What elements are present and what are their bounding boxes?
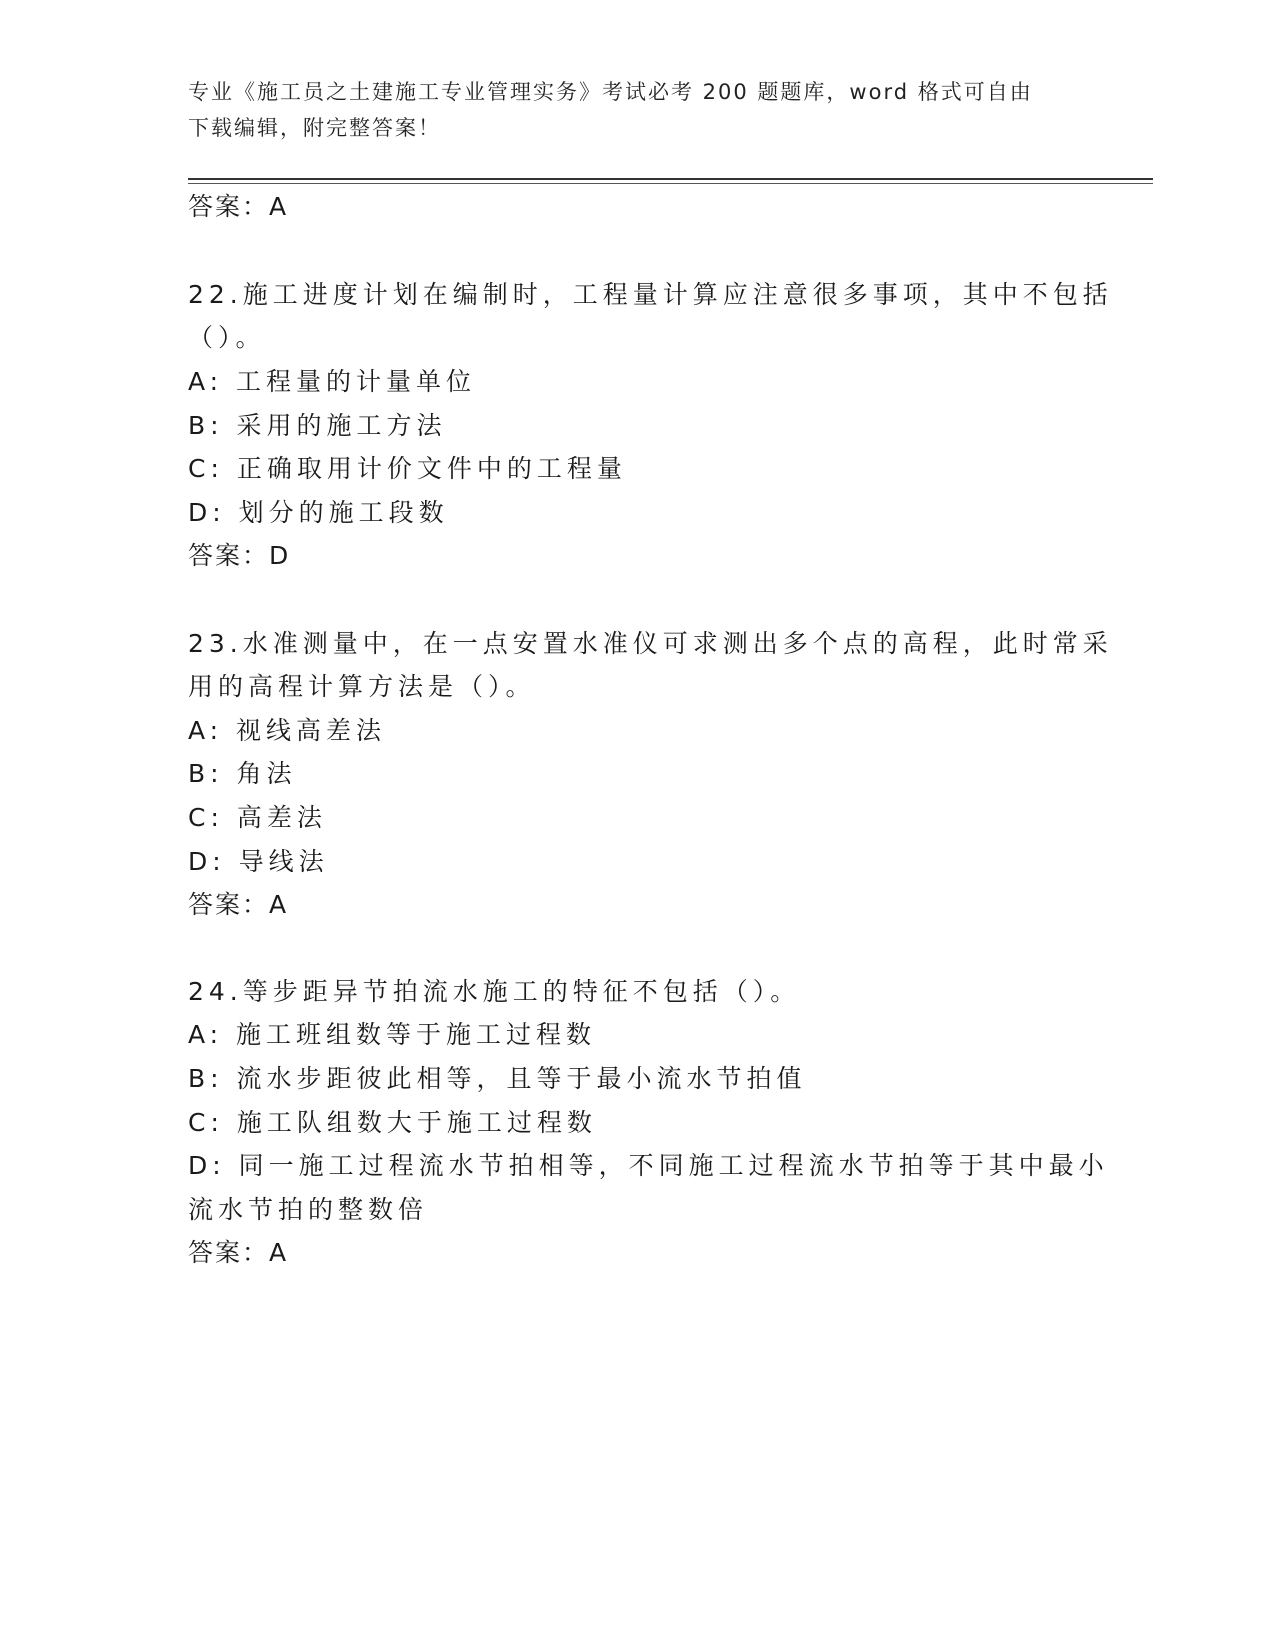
question-24-stem: 24.等步距异节拍流水施工的特征不包括（）。 — [188, 977, 801, 1006]
question-24-option-d-line-1: D: 同一施工过程流水节拍相等，不同施工过程流水节拍等于其中最小 — [188, 1151, 1109, 1180]
question-22-answer: 答案：D — [188, 541, 291, 570]
question-23-option-a: A: 视线高差法 — [188, 716, 387, 745]
header-line-2: 下载编辑，附完整答案！ — [188, 116, 441, 140]
question-24-option-d-line-2: 流水节拍的整数倍 — [188, 1195, 429, 1224]
question-24-option-c: C: 施工队组数大于施工过程数 — [188, 1108, 597, 1137]
question-22-option-c: C: 正确取用计价文件中的工程量 — [188, 454, 627, 483]
header-line-1: 专业《施工员之土建施工专业管理实务》考试必考 200 题题库，word 格式可自由 — [188, 80, 1033, 104]
question-23-option-d: D: 导线法 — [188, 847, 329, 876]
question-23-stem-line-1: 23.水准测量中，在一点安置水准仪可求测出多个点的高程，此时常采 — [188, 629, 1113, 658]
question-22-stem-line-1: 22.施工进度计划在编制时，工程量计算应注意很多事项，其中不包括 — [188, 280, 1113, 309]
question-22-option-b: B: 采用的施工方法 — [188, 411, 447, 440]
question-23-stem-line-2: 用的高程计算方法是（）。 — [188, 672, 536, 701]
question-23-answer: 答案：A — [188, 890, 289, 919]
question-23-option-b: B: 角法 — [188, 759, 297, 788]
question-24-option-a: A: 施工班组数等于施工过程数 — [188, 1020, 597, 1049]
question-22-stem-line-2: （）。 — [188, 323, 266, 352]
document-header — [188, 74, 1068, 146]
question-24-option-b: B: 流水步距彼此相等，且等于最小流水节拍值 — [188, 1064, 807, 1093]
question-23-option-c: C: 高差法 — [188, 803, 327, 832]
question-22-option-a: A: 工程量的计量单位 — [188, 367, 477, 396]
header-rule-thin — [188, 183, 1153, 184]
previous-answer: 答案：A — [188, 192, 289, 221]
header-rule-thick — [188, 178, 1153, 180]
question-22-option-d: D: 划分的施工段数 — [188, 498, 449, 527]
question-24-answer: 答案：A — [188, 1238, 289, 1267]
